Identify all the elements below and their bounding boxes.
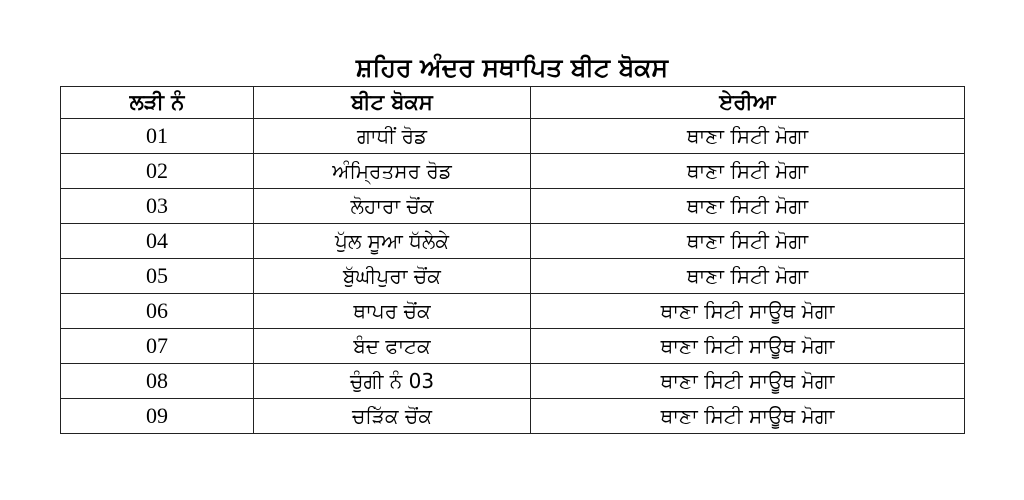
page-title: ਸ਼ਹਿਰ ਅੰਦਰ ਸਥਾਪਿਤ ਬੀਟ ਬੋਕਸ	[355, 53, 669, 82]
serial-number-cell: 09	[61, 399, 254, 434]
beat-box-cell: ਥਾਪਰ ਚੋਂਕ	[254, 294, 531, 329]
beat-box-cell: ਅੰਮ੍ਰਿਤਸਰ ਰੋਡ	[254, 154, 531, 189]
serial-number-cell: 05	[61, 259, 254, 294]
area-cell: ਥਾਣਾ ਸਿਟੀ ਸਾਊਥ ਮੋਗਾ	[531, 294, 965, 329]
beat-box-cell: ਗਾਧੀਂ ਰੋਡ	[254, 119, 531, 154]
table-row	[61, 189, 965, 224]
beat-box-cell: ਲੋਹਾਰਾ ਚੋਂਕ	[254, 189, 531, 224]
table-header-row	[61, 87, 965, 119]
area-cell: ਥਾਣਾ ਸਿਟੀ ਮੋਗਾ	[531, 224, 965, 259]
beat-box-cell: ਚੜਿੱਕ ਚੋਂਕ	[254, 399, 531, 434]
serial-number-cell: 04	[61, 224, 254, 259]
table-row	[61, 119, 965, 154]
table-row	[61, 364, 965, 399]
beat-box-table	[60, 86, 965, 434]
beat-box-cell: ਪੁੱਲ ਸੂਆ ਧੱਲੇਕੇ	[254, 224, 531, 259]
area-cell: ਥਾਣਾ ਸਿਟੀ ਮੋਗਾ	[531, 259, 965, 294]
table-row	[61, 154, 965, 189]
header-serial-number: ਲੜੀ ਨੰ	[61, 87, 254, 119]
table-row	[61, 329, 965, 364]
serial-number-cell: 08	[61, 364, 254, 399]
serial-number-cell: 07	[61, 329, 254, 364]
area-cell: ਥਾਣਾ ਸਿਟੀ ਮੋਗਾ	[531, 119, 965, 154]
beat-box-cell: ਚੁੰਗੀ ਨੰ 03	[254, 364, 531, 399]
table-row	[61, 259, 965, 294]
table-row	[61, 224, 965, 259]
area-cell: ਥਾਣਾ ਸਿਟੀ ਮੋਗਾ	[531, 154, 965, 189]
area-cell: ਥਾਣਾ ਸਿਟੀ ਸਾਊਥ ਮੋਗਾ	[531, 329, 965, 364]
header-beat-box: ਬੀਟ ਬੋਕਸ	[254, 87, 531, 119]
serial-number-cell: 02	[61, 154, 254, 189]
beat-box-cell: ਬੁੱਘੀਪੁਰਾ ਚੋਂਕ	[254, 259, 531, 294]
table-row	[61, 294, 965, 329]
serial-number-cell: 01	[61, 119, 254, 154]
serial-number-cell: 06	[61, 294, 254, 329]
area-cell: ਥਾਣਾ ਸਿਟੀ ਮੋਗਾ	[531, 189, 965, 224]
beat-box-cell: ਬੰਦ ਫਾਟਕ	[254, 329, 531, 364]
serial-number-cell: 03	[61, 189, 254, 224]
header-area: ਏਰੀਆ	[531, 87, 965, 119]
area-cell: ਥਾਣਾ ਸਿਟੀ ਸਾਊਥ ਮੋਗਾ	[531, 399, 965, 434]
table-row	[61, 399, 965, 434]
area-cell: ਥਾਣਾ ਸਿਟੀ ਸਾਊਥ ਮੋਗਾ	[531, 364, 965, 399]
